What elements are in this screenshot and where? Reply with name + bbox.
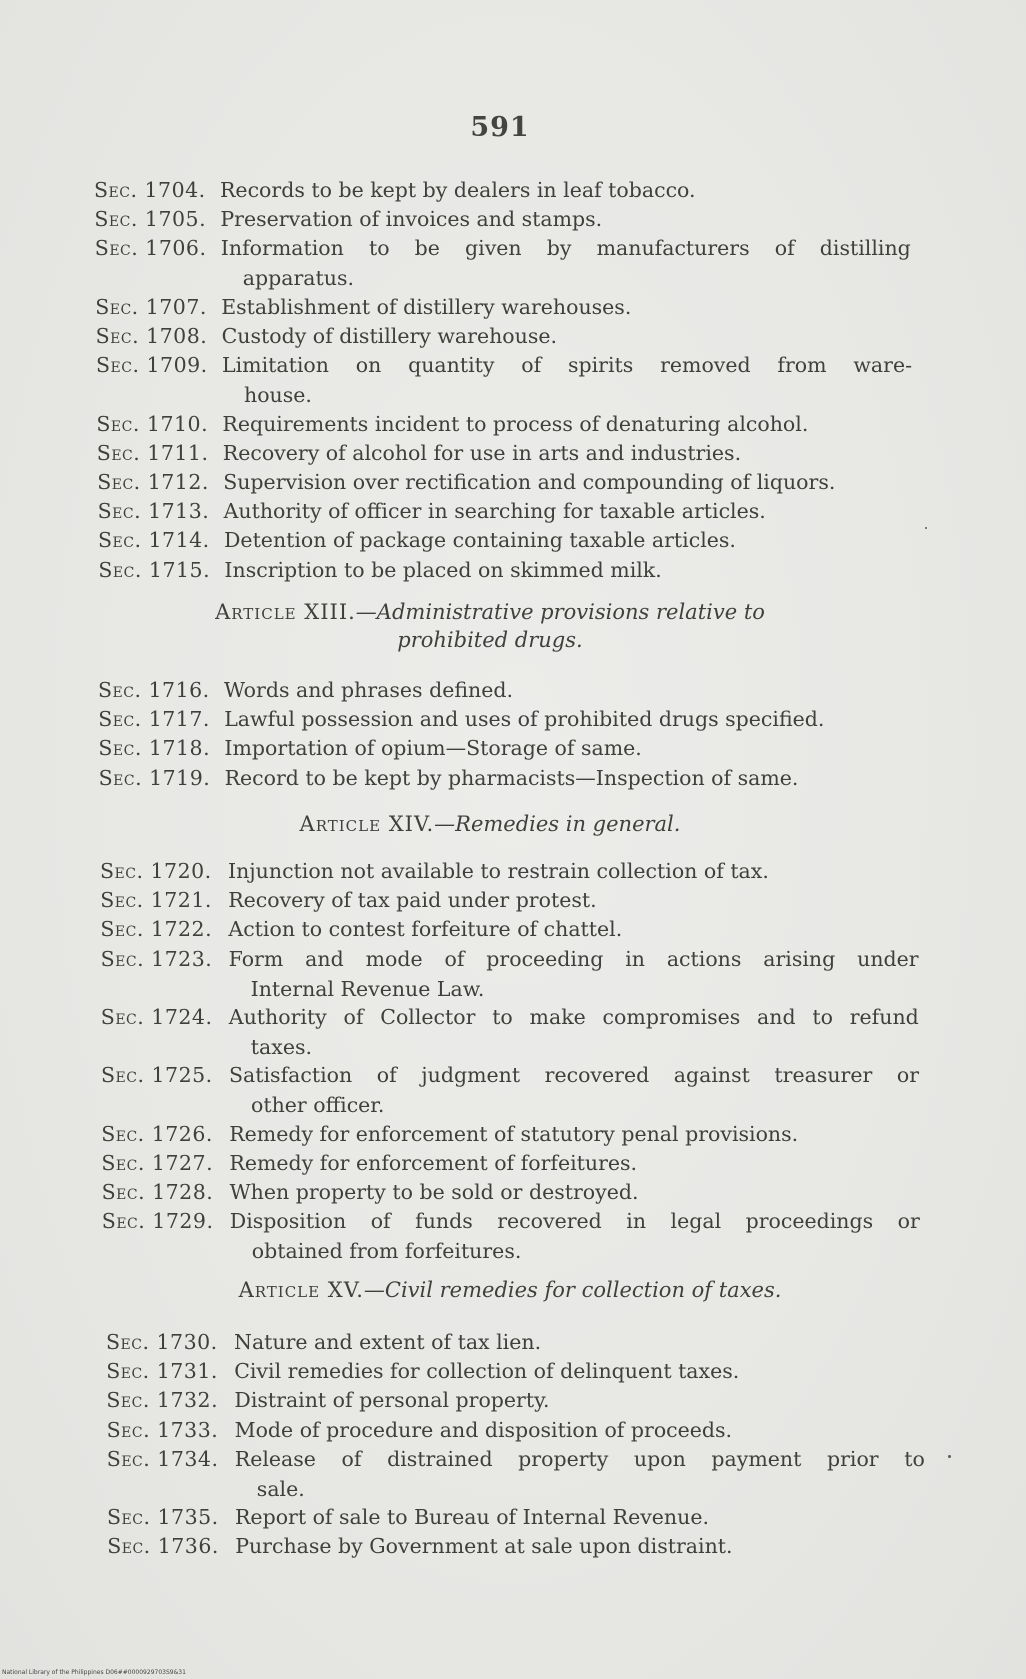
section-entry <box>96 350 912 410</box>
section-title: Preservation of invoices and stamps. <box>220 207 603 232</box>
section-title: Satisfaction of judgment recovered against treasurer or <box>229 1063 919 1088</box>
section-title: Detention of package containing taxable articles. <box>224 528 736 553</box>
section-title: Form and mode of proceeding in actions arising under <box>228 946 919 971</box>
section-entry <box>102 1177 920 1207</box>
section-title: Disposition of funds recovered in legal proceedings or <box>229 1209 920 1234</box>
article-13-title-line1: —Administrative provisions relative to <box>355 600 765 624</box>
section-title-continuation: obtained from forfeitures. <box>251 1239 522 1264</box>
section-number: Sec. 1722. <box>100 917 213 942</box>
section-number: Sec. 1735. <box>107 1505 219 1530</box>
section-entry <box>106 1356 924 1386</box>
section-number: Sec. 1729. <box>101 1209 214 1234</box>
section-title: Purchase by Government at sale upon distraint. <box>235 1534 733 1559</box>
section-title: Custody of distillery warehouse. <box>221 324 558 348</box>
article-15-heading <box>170 1278 850 1302</box>
section-entry <box>97 467 913 497</box>
article-13-label: Article XIII. <box>215 600 356 624</box>
article-15-title: —Civil remedies for collection of taxes. <box>363 1278 782 1302</box>
section-entry <box>102 1206 920 1266</box>
section-number: Sec. 1709. <box>96 353 208 378</box>
section-number: Sec. 1717. <box>98 707 210 732</box>
section-title: Establishment of distillery warehouses. <box>221 294 632 319</box>
section-number: Sec. 1721. <box>100 888 212 913</box>
section-number: Sec. 1734. <box>106 1446 219 1471</box>
section-title: Recovery of alcohol for use in arts and industries. <box>222 440 742 465</box>
scan-footer-label: National Library of the Philippines D06##0000929703S9&31 <box>2 1669 186 1676</box>
section-title: Injunction not available to restrain collection of tax. <box>228 859 769 883</box>
section-title: Authority of officer in searching for taxable articles. <box>223 499 766 524</box>
section-number: Sec. 1724. <box>100 1005 213 1029</box>
section-title-continuation: Internal Revenue Law. <box>250 976 485 1001</box>
section-title-continuation: house. <box>244 383 312 408</box>
section-title: Inscription to be placed on skimmed milk. <box>224 557 662 582</box>
article-15-label: Article XV. <box>238 1278 364 1302</box>
section-entry <box>101 1148 919 1178</box>
section-number: Sec. 1732. <box>106 1388 219 1413</box>
article-13-heading <box>160 600 820 652</box>
section-title: Civil remedies for collection of delinquent taxes. <box>234 1359 740 1384</box>
section-title: When property to be sold or destroyed. <box>229 1180 639 1205</box>
section-entry <box>98 555 914 585</box>
section-title: Recovery of tax paid under protest. <box>228 888 597 913</box>
section-title: Importation of opium—Storage of same. <box>224 736 642 761</box>
section-entry <box>99 763 915 793</box>
section-entry <box>101 944 919 1004</box>
section-number: Sec. 1704. <box>94 178 206 202</box>
section-title: Remedy for enforcement of forfeitures. <box>229 1151 638 1175</box>
section-number: Sec. 1718. <box>98 736 211 761</box>
article-14-label: Article XIV. <box>299 812 435 836</box>
section-number: Sec. 1723. <box>100 946 213 971</box>
section-entry <box>95 292 911 322</box>
section-entry <box>101 1119 919 1149</box>
section-number: Sec. 1736. <box>107 1534 219 1559</box>
section-title: Distraint of personal property. <box>234 1388 550 1413</box>
section-number: Sec. 1710. <box>96 411 209 436</box>
section-title-continuation: apparatus. <box>242 266 354 291</box>
section-number: Sec. 1728. <box>101 1180 214 1205</box>
section-number: Sec. 1712. <box>97 470 209 494</box>
section-title: Supervision over rectification and compounding of liquors. <box>223 470 836 494</box>
section-number: Sec. 1711. <box>96 440 209 465</box>
section-entry <box>98 525 914 555</box>
section-entry <box>107 1415 925 1445</box>
section-entry <box>106 1385 924 1415</box>
section-entry <box>100 914 918 944</box>
section-entry <box>101 1060 919 1120</box>
section-entry <box>96 321 912 351</box>
section-number: Sec. 1714. <box>98 528 210 553</box>
section-entry <box>98 733 914 763</box>
section-number: Sec. 1705. <box>94 207 207 232</box>
section-entry <box>107 1444 925 1504</box>
section-title: Limitation on quantity of spirits removed from ware- <box>222 353 912 378</box>
section-number: Sec. 1730. <box>106 1330 218 1354</box>
section-title-continuation: other officer. <box>251 1093 385 1118</box>
section-title: Report of sale to Bureau of Internal Revenue. <box>235 1505 709 1530</box>
section-entry <box>100 885 918 915</box>
scan-speck <box>948 1455 951 1458</box>
section-title: Mode of procedure and disposition of proceeds. <box>234 1417 733 1442</box>
section-title: Record to be kept by pharmacists—Inspection of same. <box>224 765 799 790</box>
article-13-title-line2: prohibited drugs. <box>397 628 583 652</box>
section-title: Remedy for enforcement of statutory penal provisions. <box>229 1121 799 1146</box>
section-number: Sec. 1719. <box>98 765 211 790</box>
section-title-continuation: taxes. <box>250 1035 312 1059</box>
section-title: Records to be kept by dealers in leaf tobacco. <box>220 178 696 202</box>
section-entry <box>94 175 910 205</box>
section-number: Sec. 1733. <box>106 1417 219 1442</box>
section-title: Authority of Collector to make compromises and to refund <box>228 1005 919 1029</box>
section-title: Requirements incident to process of denaturing alcohol. <box>222 411 809 436</box>
section-number: Sec. 1706. <box>94 236 207 261</box>
section-entry <box>98 675 914 705</box>
page-number: 591 <box>470 112 530 143</box>
section-number: Sec. 1725. <box>101 1063 213 1088</box>
section-title: Release of distrained property upon payment prior to <box>234 1446 925 1471</box>
article-14-heading <box>160 812 820 836</box>
section-entry <box>95 233 911 293</box>
section-entry <box>107 1531 925 1561</box>
section-title: Nature and extent of tax lien. <box>234 1330 542 1354</box>
section-number: Sec. 1715. <box>98 557 211 582</box>
section-title: Lawful possession and uses of prohibited drugs specified. <box>224 707 825 732</box>
section-title: Action to contest forfeiture of chattel. <box>228 917 623 942</box>
section-title-continuation: sale. <box>256 1476 305 1501</box>
section-entry <box>98 704 914 734</box>
section-number: Sec. 1731. <box>106 1359 218 1384</box>
section-number: Sec. 1713. <box>97 499 210 524</box>
section-number: Sec. 1708. <box>95 324 208 348</box>
section-entry <box>101 1002 919 1062</box>
section-entry <box>94 204 910 234</box>
section-number: Sec. 1716. <box>98 678 210 702</box>
section-number: Sec. 1707. <box>95 294 207 319</box>
section-entry <box>97 438 913 468</box>
section-number: Sec. 1726. <box>101 1121 213 1146</box>
article-14-title: —Remedies in general. <box>434 812 681 836</box>
section-title: Words and phrases defined. <box>224 678 513 702</box>
section-entry <box>96 409 912 439</box>
section-entry <box>107 1502 925 1532</box>
section-number: Sec. 1727. <box>101 1151 214 1175</box>
section-entry <box>106 1327 924 1357</box>
scan-speck <box>925 527 927 529</box>
section-entry <box>100 856 918 886</box>
section-number: Sec. 1720. <box>100 859 212 883</box>
section-title: Information to be given by manufacturers of distilling <box>220 236 911 261</box>
section-entry <box>98 496 914 526</box>
